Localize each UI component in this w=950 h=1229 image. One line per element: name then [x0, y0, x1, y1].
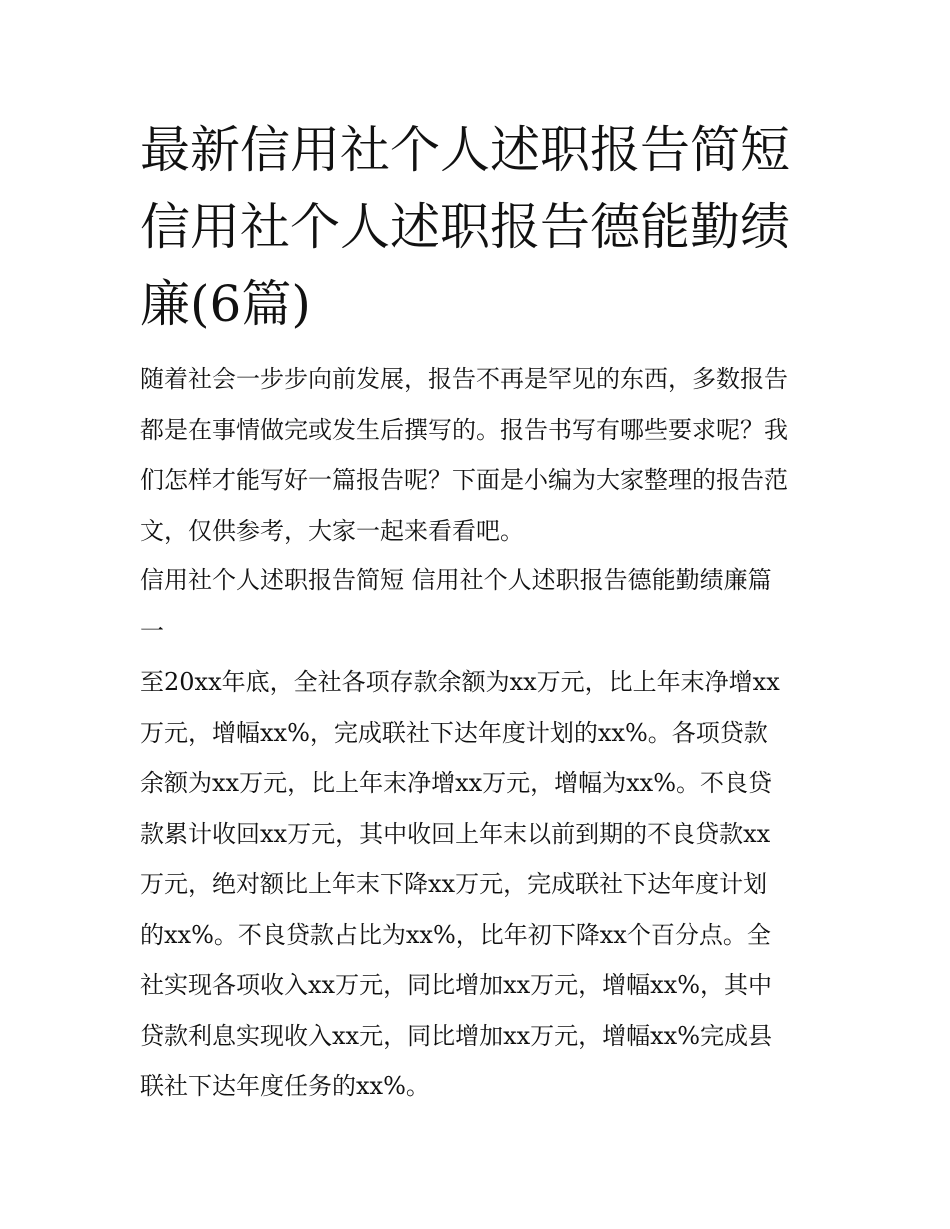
- text-line: 一: [140, 616, 164, 645]
- text-line: 随着社会一步步向前发展，报告不再是罕见的东西，多数报告: [140, 365, 788, 393]
- text-line: 们怎样才能写好一篇报告呢？下面是小编为大家整理的报告范: [140, 466, 788, 494]
- title-line: 最新信用社个人述职报告简短: [140, 121, 790, 179]
- section-heading: [140, 555, 820, 656]
- intro-paragraph: [140, 354, 820, 556]
- text-line: 至20xx年底，全社各项存款余额为xx万元，比上年末净增xx: [140, 668, 780, 696]
- text-line: 余额为xx万元，比上年末净增xx万元，增幅为xx%。不良贷: [140, 769, 773, 797]
- text-line: 万元，绝对额比上年末下降xx万元，完成联社下达年度计划: [140, 870, 768, 898]
- text-line: 的xx%。不良贷款占比为xx%，比年初下降xx个百分点。全: [140, 920, 771, 949]
- title-line: 廉(6篇): [140, 275, 311, 333]
- text-line: 信用社个人述职报告简短 信用社个人述职报告德能勤绩廉篇: [140, 566, 772, 594]
- body-paragraph: [140, 657, 820, 1112]
- text-line: 都是在事情做完或发生后撰写的。报告书写有哪些要求呢？我: [140, 415, 788, 444]
- title-line: 信用社个人述职报告德能勤绩: [140, 198, 790, 256]
- text-line: 联社下达年度任务的xx%。: [140, 1072, 430, 1100]
- text-line: 文，仅供参考，大家一起来看看吧。: [140, 516, 524, 545]
- text-line: 贷款利息实现收入xx元，同比增加xx万元，增幅xx%完成县: [140, 1021, 773, 1050]
- text-line: 款累计收回xx万元，其中收回上年末以前到期的不良贷款xx: [140, 819, 771, 848]
- text-line: 万元，增幅xx%，完成联社下达年度计划的xx%。各项贷款: [140, 718, 768, 747]
- text-line: 社实现各项收入xx万元，同比增加xx万元，增幅xx%，其中: [140, 971, 773, 999]
- document-title: [140, 112, 820, 343]
